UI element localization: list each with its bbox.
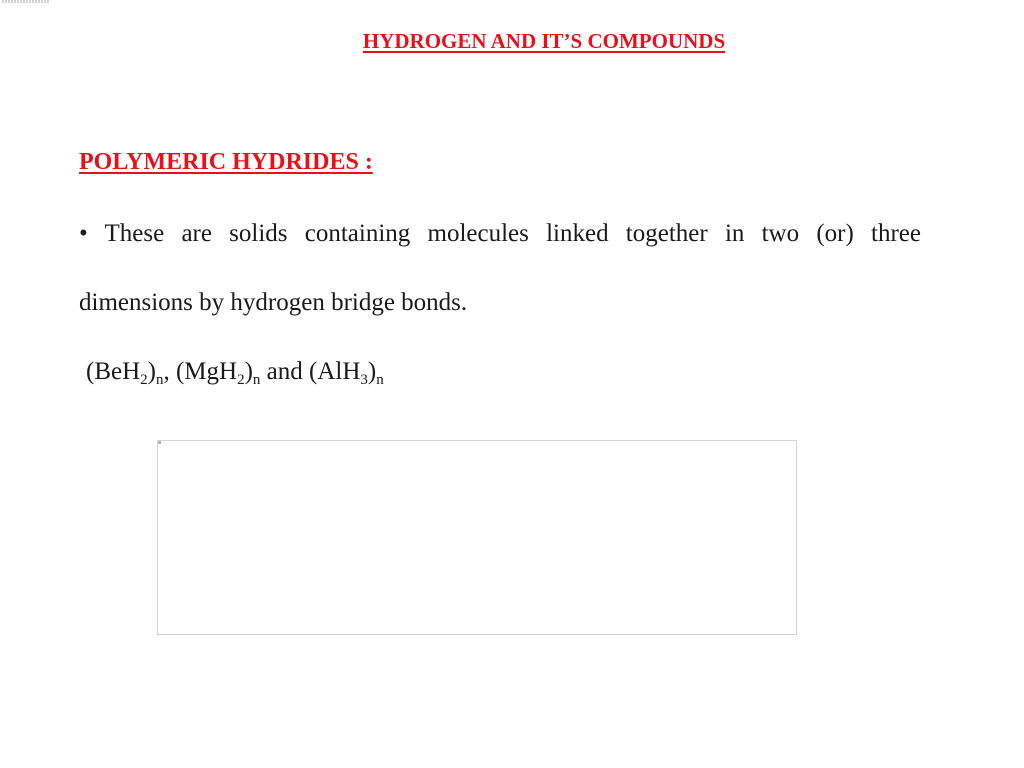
slide-title (0, 29, 1024, 54)
formula-beh2-subscript: 2 (140, 372, 148, 388)
formula-separator-1: , (163, 358, 176, 385)
corner-watermark (2, 0, 50, 3)
formula-beh2-close: ) (147, 358, 156, 385)
slide-title-text: HYDROGEN AND IT’S COMPOUNDS (362, 29, 726, 53)
formula-beh2-n: n (155, 372, 164, 388)
formula-mgh2-n: n (252, 372, 261, 388)
formula-mgh2-open: (MgH (175, 358, 238, 385)
formula-mgh2-subscript: 2 (237, 372, 245, 388)
section-heading: POLYMERIC HYDRIDES : (79, 149, 373, 175)
formula-separator-2: and (260, 358, 310, 385)
formula-alh3-n: n (376, 372, 384, 388)
bullet-point-continuation: dimensions by hydrogen bridge bonds. (79, 289, 468, 316)
formula-mgh2-close: ) (244, 358, 253, 385)
formula-alh3-subscript: 3 (360, 372, 368, 388)
bullet-point-text: • These are solids containing molecules linked together in two (or) three (79, 220, 921, 247)
image-corner-marker (158, 441, 161, 444)
formula-alh3-open: (AlH (309, 358, 361, 385)
formula-beh2-open: (BeH (86, 358, 141, 385)
hydride-formulas (86, 357, 384, 387)
image-placeholder (157, 440, 797, 635)
formula-alh3-close: ) (367, 358, 377, 385)
